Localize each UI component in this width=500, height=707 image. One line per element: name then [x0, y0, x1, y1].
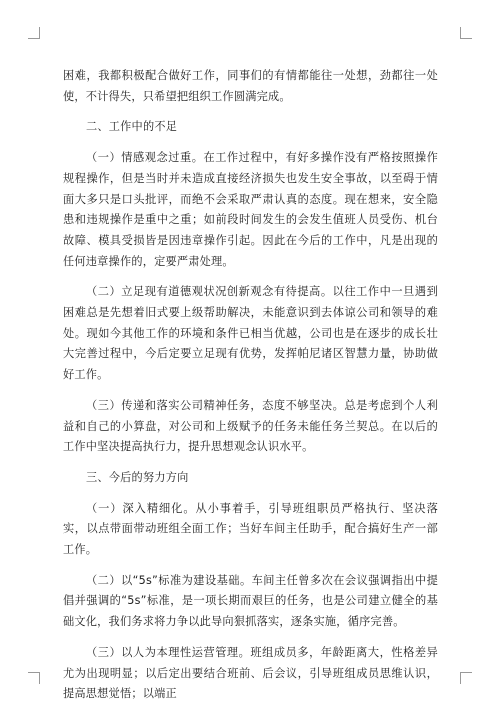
crop-mark-top-right [460, 27, 472, 39]
crop-mark-top-left [28, 27, 40, 39]
paragraph-continuation: 困难，我都积极配合做好工作，同事们的有情都能往一处想，劲都往一处使，不计得失，只希望把组织工作圆满完成。 [63, 69, 438, 103]
paragraph-shortcoming-3: （三）传递和落实公司精神任务，态度不够坚决。总是考虑到个人利益和自己的小算盘，对公司和上级赋予的任务未能任务兰契总。在以后的工作中坚决提高执行力，提升思想观念认识水平。 [63, 398, 438, 454]
paragraph-shortcoming-2: （二）立足现有道德观状况创新观念有待提高。以往工作中一旦遇到困难总是先想着旧式要上级帮助解决，未能意识到去体谅公司和领导的难处。现如今其他工作的环境和条件已相当优越，公司也是在逐步的成长壮大完善过程中，今后定要立足现有优势，发挥帕尼诸区智慧力量，协助做好工作。 [63, 285, 438, 382]
section-heading-direction: 三、今后的努力方向 [86, 470, 189, 484]
paragraph-direction-1: （一）深入精细化。从小事着手，引导班组职员严格执行、坚决落实，以点带面带动班组全面工作；当好车间主任助手，配合搞好生产一部工作。 [63, 501, 438, 557]
paragraph-shortcoming-1: （一）情感观念过重。在工作过程中，有好多操作没有严格按照操作规程操作，但是当时并未造成直接经济损失也发生安全事故，以至碍于情面大多只是口头批评，而绝不会采取严肃认真的态度。现在想来，安全隐患和违规操作是重中之重；如前段时间发生的会发生值班人员受伤、机台故障、模具受损皆是因违章操作引起。因此在今后的工作中，凡是出现的任何违章操作的，定要严肃处理。 [63, 151, 438, 268]
crop-mark-bottom-left [28, 672, 40, 684]
section-heading-shortcomings: 二、工作中的不足 [86, 120, 178, 134]
paragraph-direction-2: （二）以“5s”标准为建设基础。车间主任曾多次在会议强调指出中提倡并强调的“5s”标准，是一项长期而艰巨的任务，也是公司建立健全的基础文化，我们务求将力争以此导向狠抓落实，逐条实施，循序完善。 [63, 573, 438, 629]
crop-mark-bottom-right [460, 672, 472, 684]
paragraph-direction-3: （三）以人为本理性运营管理。班组成员多，年龄距离大，性格差异尤为出现明显；以后定出要结合班前、后会议，引导班组成员思维认识，提高思想觉悟；以端正 [63, 645, 438, 701]
document-body [63, 66, 438, 705]
